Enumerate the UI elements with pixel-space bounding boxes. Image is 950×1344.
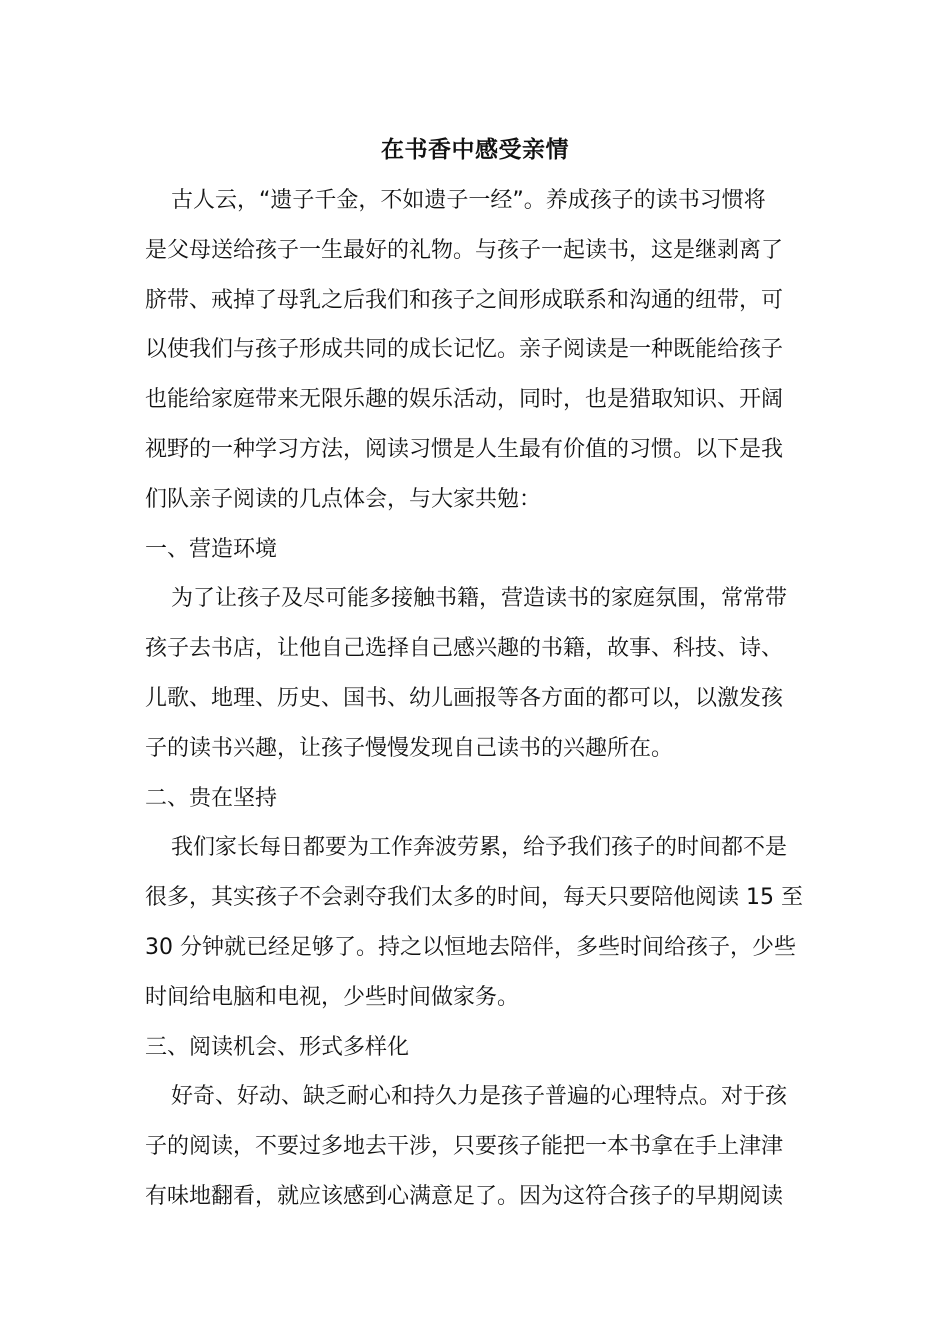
document-title: 在书香中感受亲情 [381, 136, 569, 163]
paragraph-line: 以使我们与孩子形成共同的成长记忆。亲子阅读是一种既能给孩子 [145, 337, 784, 363]
paragraph-line: 子的阅读，不要过多地去干涉，只要孩子能把一本书拿在手上津津 [145, 1134, 784, 1160]
paragraph-line: 我们家长每日都要为工作奔波劳累，给予我们孩子的时间都不是 [171, 835, 788, 861]
paragraph-line: 好奇、好动、缺乏耐心和持久力是孩子普遍的心理特点。对于孩 [171, 1084, 788, 1110]
document-body [145, 176, 810, 1222]
paragraph-line: 古人云，“遗子千金，不如遗子一经”。养成孩子的读书习惯将 [171, 188, 766, 213]
paragraph-line: 们队亲子阅读的几点体会，与大家共勉： [145, 486, 542, 512]
section-heading: 三、阅读机会、形式多样化 [145, 1034, 410, 1060]
paragraph-line: 脐带、戒掉了母乳之后我们和孩子之间形成联系和沟通的纽带，可 [145, 287, 784, 313]
paragraph-line: 为了让孩子及尽可能多接触书籍，营造读书的家庭氛围，常常带 [171, 586, 788, 612]
paragraph-line: 子的读书兴趣，让孩子慢慢发现自己读书的兴趣所在。 [145, 735, 674, 761]
section-heading: 一、营造环境 [145, 536, 278, 562]
paragraph-line: 也能给家庭带来无限乐趣的娱乐活动，同时，也是猎取知识、开阔 [145, 387, 784, 413]
paragraph-line: 儿歌、地理、历史、国书、幼儿画报等各方面的都可以，以激发孩 [145, 685, 784, 711]
paragraph-line: 是父母送给孩子一生最好的礼物。与孩子一起读书，这是继剥离了 [145, 237, 784, 263]
section-heading: 二、贵在坚持 [145, 785, 278, 811]
paragraph-line: 时间给电脑和电视，少些时间做家务。 [145, 984, 520, 1010]
paragraph-line: 有味地翻看，就应该感到心满意足了。因为这符合孩子的早期阅读 [145, 1183, 784, 1209]
paragraph-line: 孩子去书店，让他自己选择自己感兴趣的书籍，故事、科技、诗、 [145, 636, 784, 662]
paragraph-line: 很多，其实孩子不会剥夺我们太多的时间，每天只要陪他阅读 15 至 [145, 885, 803, 911]
paragraph-line: 30 分钟就已经足够了。持之以恒地去陪伴，多些时间给孩子，少些 [145, 934, 796, 960]
paragraph-line: 视野的一种学习方法，阅读习惯是人生最有价值的习惯。以下是我 [145, 436, 784, 462]
